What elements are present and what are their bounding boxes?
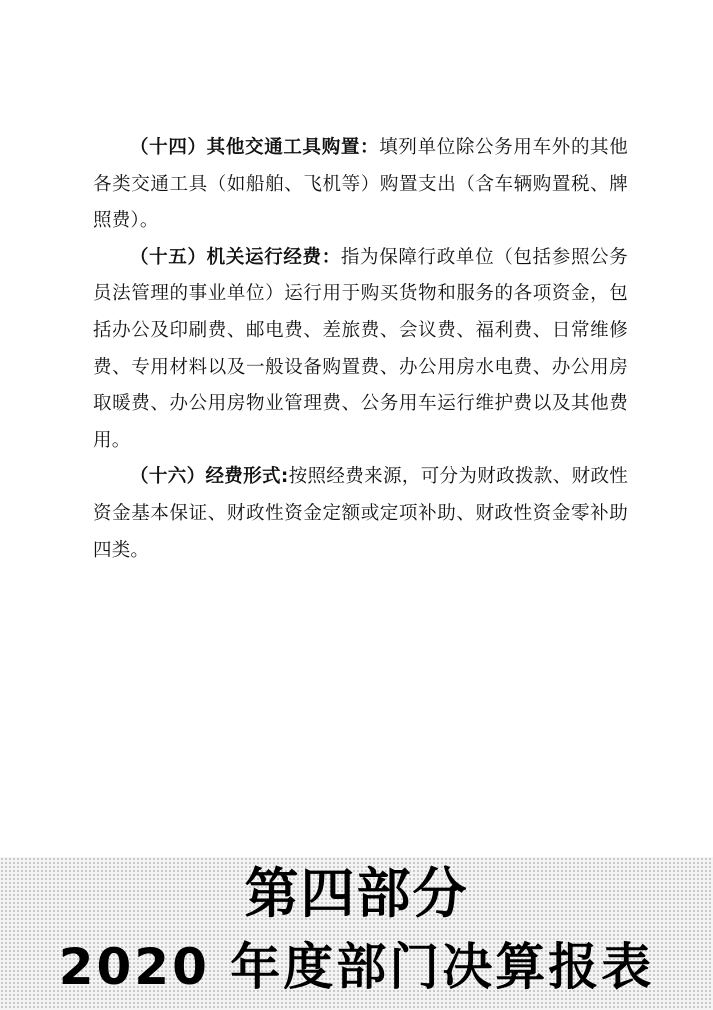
definition-text: 指为保障行政单位（包括参照公务员法管理的事业单位）运行用于购买货物和服务的各项资金，包括办公及印刷费、邮电费、差旅费、会议费、福利费、日常维修费、专用材料以及一般设备购置费、办公用房水电费、办公用房取暖费、办公用房物业管理费、公务用车运行维护费以及其他费用。 <box>93 246 628 451</box>
definition-text: 按照经费来源，可分为财政拨款、财政性资金基本保证、财政性资金定额或定项补助、财政性资金零补助四类。 <box>93 466 629 561</box>
definition-term: （十六）经费形式: <box>130 466 289 488</box>
definition-paragraph-15 <box>93 240 628 460</box>
definition-paragraph-16 <box>93 459 628 569</box>
document-body <box>93 130 628 569</box>
definition-text: 填列单位除公务用车外的其他各类交通工具（如船舶、飞机等）购置支出（含车辆购置税、牌照费）。 <box>93 137 628 232</box>
definition-term: （十五）机关运行经费： <box>130 246 341 268</box>
report-title: 2020 年度部门决算报表 <box>58 938 655 996</box>
part-title: 第四部分 <box>244 862 469 925</box>
definition-paragraph-14 <box>93 130 628 240</box>
definition-term: （十四）其他交通工具购置： <box>130 137 380 158</box>
